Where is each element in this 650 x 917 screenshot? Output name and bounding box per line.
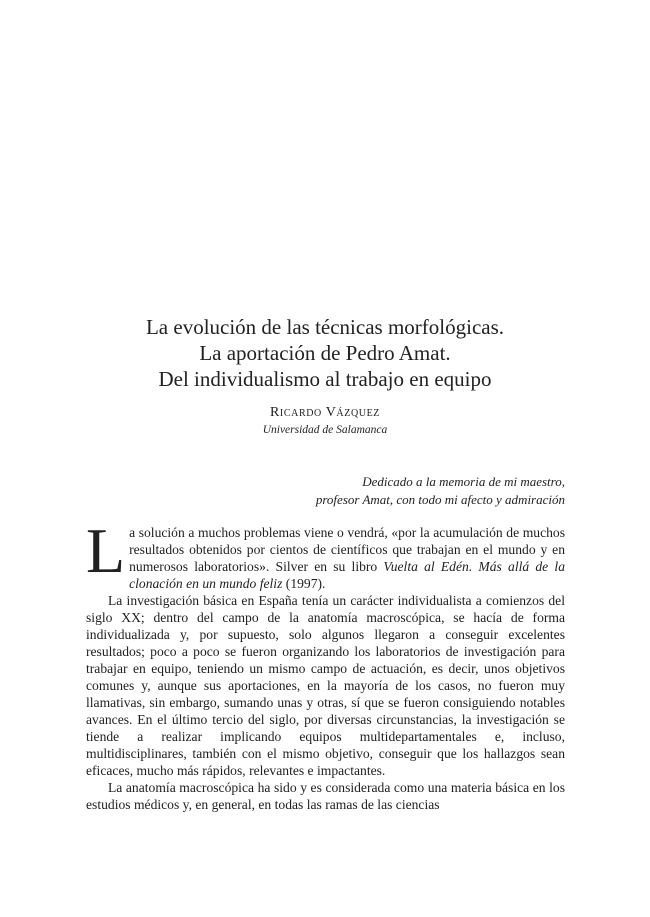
author-name: Ricardo Vázquez: [269, 405, 381, 420]
title-line-3: Del individualismo al trabajo en equipo: [158, 367, 492, 391]
paragraph-1: [86, 515, 565, 592]
book-title: Vuelta al Edén. Más allá de la clonación en un mundo feliz: [129, 559, 565, 591]
paragraph-2: La investigación básica en España tenía un carácter individualista a comienzos del siglo XX; dentro del campo de la anatomía macroscópica, se hacía de forma individualizada y, por supuesto, solo algunos llegaron a conseguir excelentes resultados; poco a poco se fueron organizando los laboratorios de investigación para trabajar en equipo, teniendo un mismo campo de actuación, es decir, unos objetivos comunes y, aunque sus aportaciones, en la mayoría de los casos, no fueron muy llamativas, sin embargo, sumando unas y otras, sí que se fueron consiguiendo notables avances. En el último tercio del siglo, por diversas circunstancias, la investigación se tiende a realizar implicando equipos multidepartamentales e, incluso, multidisciplinares, también con el mismo objetivo, conseguir que los hallazgos sean eficaces, mucho más rápidos, relevantes e impactantes.: [86, 593, 565, 778]
title-line-2: La aportación de Pedro Amat.: [199, 341, 451, 365]
paragraph-1-text-start: a solución a muchos problemas viene o vendrá, «por la acumulación de muchos resultados obtenidos por cientos de científicos que trabajan en el mundo y en numerosos laboratorios». Silver en su libro: [129, 525, 565, 574]
paragraph-1-text-end: (1997).: [282, 576, 326, 591]
title-line-1: La evolución de las técnicas morfológicas.: [145, 315, 505, 339]
author-block: [0, 404, 650, 438]
dedication-line-2: profesor Amat, con todo mi afecto y admiración: [315, 492, 565, 507]
chapter-title: [0, 314, 650, 392]
drop-cap: L: [86, 515, 126, 586]
body-text: [86, 515, 565, 813]
dedication: [316, 473, 565, 509]
dedication-line-1: Dedicado a la memoria de mi maestro,: [362, 474, 565, 489]
paragraph-3: La anatomía macroscópica ha sido y es considerada como una materia básica en los estudios médicos y, en general, en todas las ramas de las ciencias: [86, 780, 565, 812]
author-affiliation: Universidad de Salamanca: [262, 424, 388, 436]
